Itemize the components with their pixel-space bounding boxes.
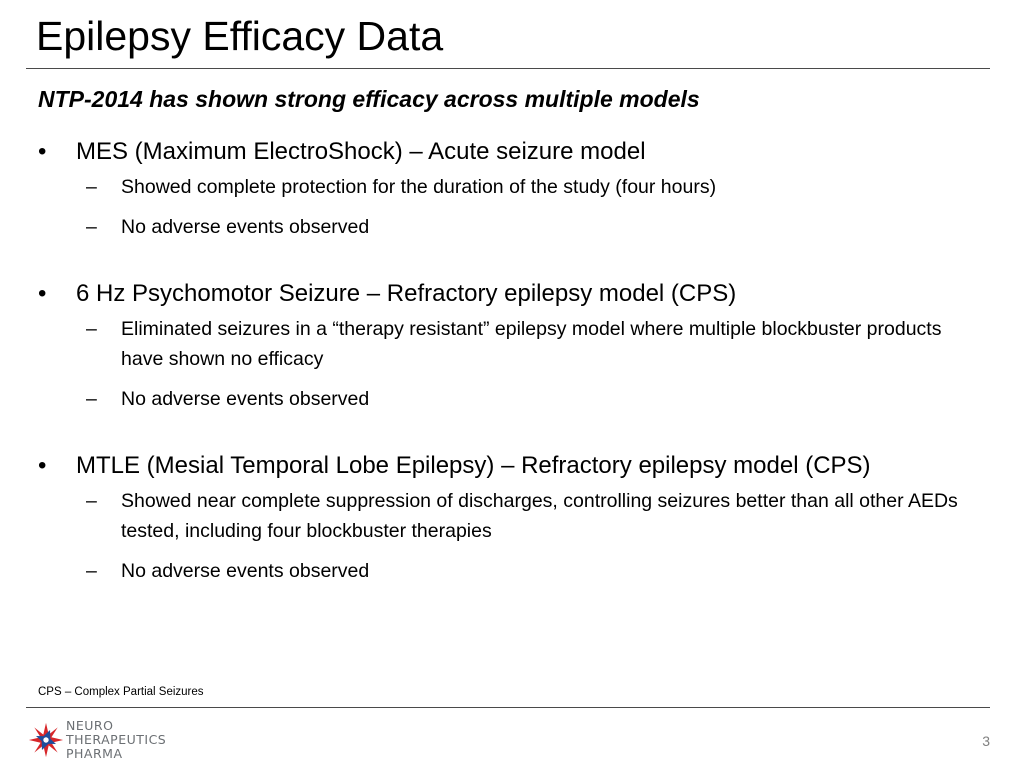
sub-bullet-item bbox=[38, 212, 981, 242]
dash-icon: – bbox=[86, 176, 97, 198]
sub-bullet-text: Showed near complete suppression of discharges, controlling seizures better than all other AEDs tested, including four blockbuster therapies bbox=[121, 490, 958, 542]
dash-icon: – bbox=[86, 388, 97, 410]
sub-bullet-text: No adverse events observed bbox=[121, 560, 370, 582]
bullet-icon: • bbox=[38, 452, 47, 479]
title-divider bbox=[26, 68, 990, 69]
slide-title: Epilepsy Efficacy Data bbox=[36, 13, 444, 59]
bullet-item bbox=[38, 450, 1000, 482]
logo-line-2: THERAPEUTICS bbox=[66, 732, 167, 747]
logo-line-3: PHARMA bbox=[66, 746, 123, 761]
bullet-text: 6 Hz Psychomotor Seizure – Refractory epilepsy model (CPS) bbox=[76, 280, 737, 307]
sub-bullet-item bbox=[38, 384, 981, 414]
sub-bullet-text: No adverse events observed bbox=[121, 388, 370, 410]
bullet-text: MES (Maximum ElectroShock) – Acute seizure model bbox=[76, 138, 646, 165]
bullet-item bbox=[38, 278, 1000, 310]
company-logo bbox=[26, 718, 196, 762]
dash-icon: – bbox=[86, 490, 97, 512]
logo-line-1: NEURO bbox=[66, 718, 114, 733]
footnote: CPS – Complex Partial Seizures bbox=[38, 686, 204, 698]
sub-bullet-item bbox=[38, 556, 981, 586]
sub-bullet-text: Showed complete protection for the duration of the study (four hours) bbox=[121, 176, 717, 198]
sub-bullet-item bbox=[38, 172, 981, 202]
bullet-text: MTLE (Mesial Temporal Lobe Epilepsy) – Refractory epilepsy model (CPS) bbox=[76, 452, 871, 479]
logo-wordmark bbox=[66, 719, 166, 761]
dash-icon: – bbox=[86, 560, 97, 582]
bullet-icon: • bbox=[38, 138, 47, 165]
starburst-logo-icon bbox=[28, 722, 64, 758]
section-mes bbox=[38, 136, 1000, 242]
sub-bullet-item bbox=[38, 486, 981, 546]
sub-bullet-text: No adverse events observed bbox=[121, 216, 370, 238]
dash-icon: – bbox=[86, 216, 97, 238]
section-mtle bbox=[38, 450, 1000, 586]
bullet-item bbox=[38, 136, 1000, 168]
section-6hz bbox=[38, 278, 1000, 414]
bullet-list bbox=[38, 136, 1000, 622]
page-number: 3 bbox=[982, 733, 990, 749]
sub-bullet-text: Eliminated seizures in a “therapy resistant” epilepsy model where multiple blockbuster products have shown no efficacy bbox=[121, 318, 942, 370]
sub-bullet-item bbox=[38, 314, 981, 374]
slide-subtitle: NTP-2014 has shown strong efficacy across multiple models bbox=[38, 86, 700, 112]
bullet-icon: • bbox=[38, 280, 47, 307]
footer-divider bbox=[26, 707, 990, 708]
dash-icon: – bbox=[86, 318, 97, 340]
